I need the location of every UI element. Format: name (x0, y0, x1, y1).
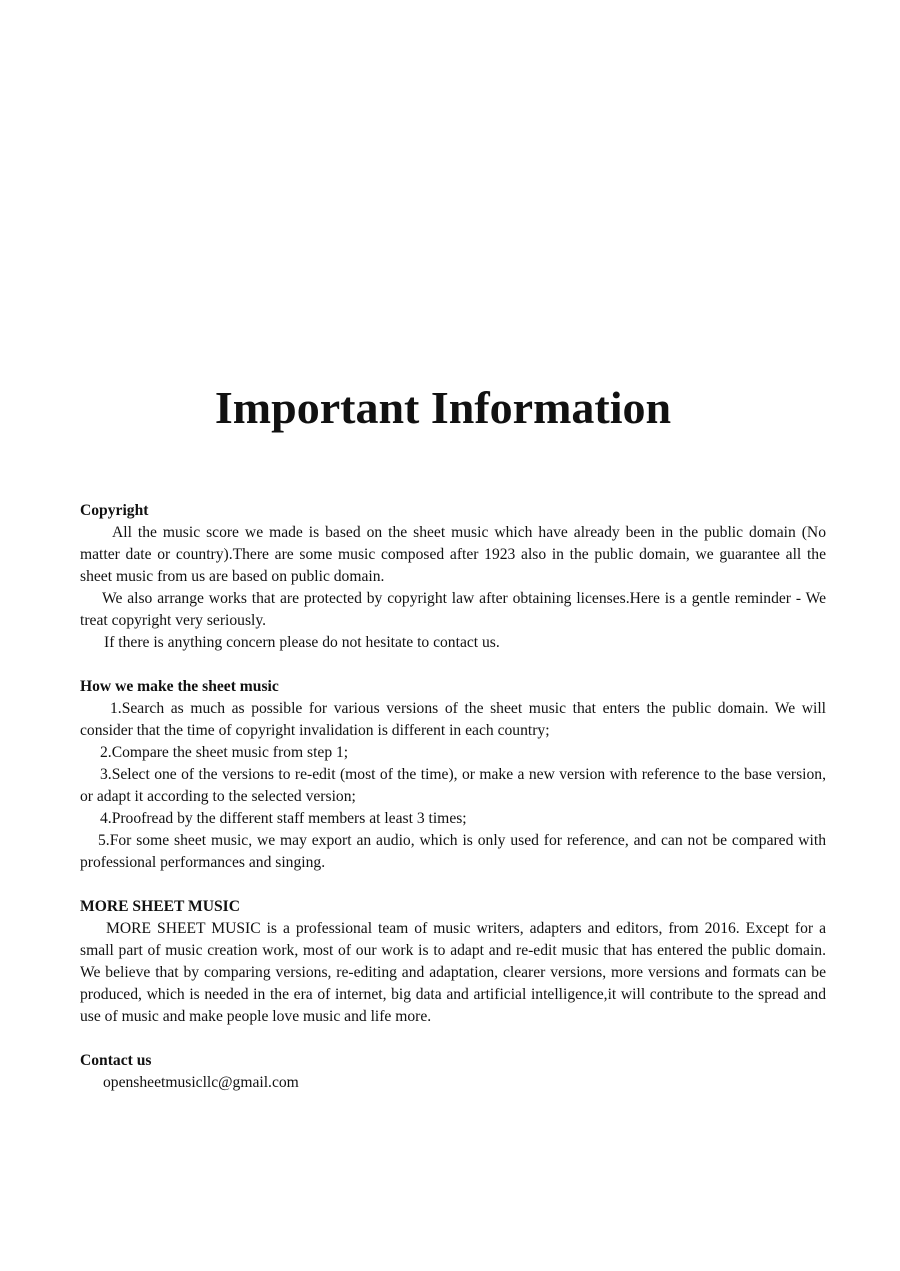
copyright-heading: Copyright (80, 502, 149, 519)
section-spacer (80, 654, 826, 676)
process-step: 4.Proofread by the different staff members at least 3 times; (100, 810, 467, 827)
more-sheet-music-section (80, 896, 826, 1028)
more-sheet-music-paragraph: MORE SHEET MUSIC is a professional team of music writers, adapters and editors, from 2016. Except for a small part of music creation work, most of our work is to adapt and re-edit music that has entered the public domain. We believe that by comparing versions, re-editing and adaptation, clearer versions, more versions and formats can be produced, which is needed in the era of internet, big data and artificial intelligence,it will contribute to the spread and use of music and make people love music and life more. (80, 920, 826, 1025)
contact-email: opensheetmusicllc@gmail.com (103, 1074, 299, 1091)
process-step: 3.Select one of the versions to re-edit (most of the time), or make a new version with reference to the base version, or adapt it according to the selected version; (80, 766, 826, 805)
contact-heading: Contact us (80, 1052, 152, 1069)
page-title: Important Information (214, 382, 672, 433)
how-we-make-heading: How we make the sheet music (80, 678, 279, 695)
section-spacer (80, 874, 826, 896)
information-body (80, 500, 826, 1094)
process-step: 2.Compare the sheet music from step 1; (100, 744, 349, 761)
process-step: 1.Search as much as possible for various versions of the sheet music that enters the public domain. We will consider that the time of copyright invalidation is different in each country; (80, 700, 826, 739)
copyright-paragraph: If there is anything concern please do not hesitate to contact us. (104, 634, 500, 651)
copyright-section (80, 500, 826, 654)
how-we-make-section (80, 676, 826, 874)
more-sheet-music-heading: MORE SHEET MUSIC (80, 898, 241, 915)
copyright-paragraph: All the music score we made is based on the sheet music which have already been in the public domain (No matter date or country).There are some music composed after 1923 also in the public domain, we guarantee all the sheet music from us are based on public domain. (80, 524, 826, 585)
contact-section (80, 1050, 826, 1094)
process-step: 5.For some sheet music, we may export an audio, which is only used for reference, and can not be compared with professional performances and singing. (80, 832, 826, 871)
section-spacer (80, 1028, 826, 1050)
copyright-paragraph: We also arrange works that are protected by copyright law after obtaining licenses.Here is a gentle reminder - We treat copyright very seriously. (80, 590, 826, 629)
